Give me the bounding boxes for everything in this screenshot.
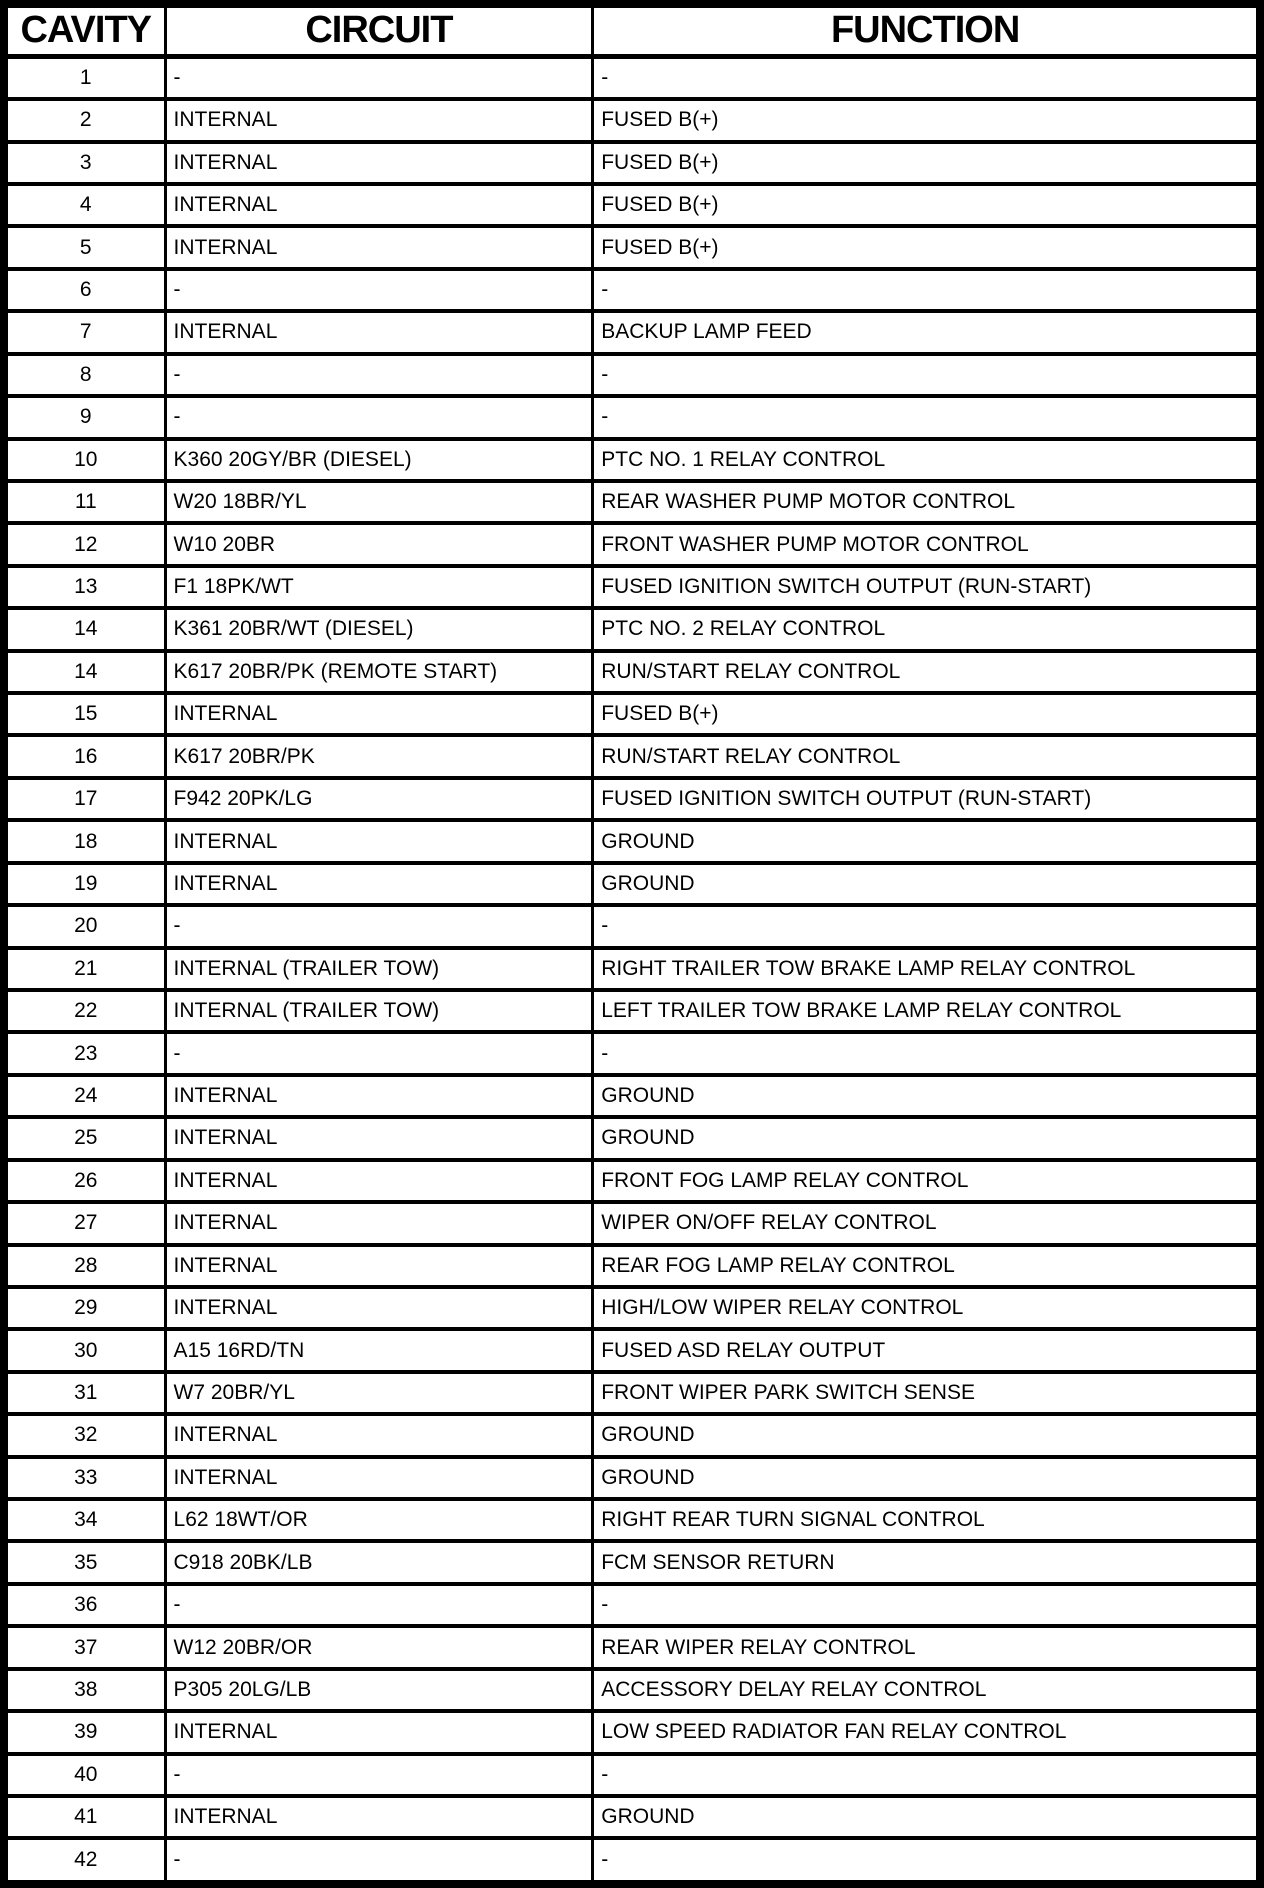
circuit-cell: INTERNAL (165, 693, 593, 735)
cavity-cell: 11 (4, 481, 165, 523)
circuit-cell: INTERNAL (165, 1457, 593, 1499)
cavity-cell: 39 (4, 1711, 165, 1753)
circuit-cell: INTERNAL (165, 142, 593, 184)
cavity-cell: 7 (4, 311, 165, 353)
table-row (4, 1796, 1260, 1838)
circuit-cell: INTERNAL (165, 311, 593, 353)
cavity-cell: 24 (4, 1075, 165, 1117)
circuit-cell: F942 20PK/LG (165, 778, 593, 820)
function-cell: FRONT FOG LAMP RELAY CONTROL (593, 1160, 1260, 1202)
table-row (4, 990, 1260, 1032)
circuit-cell: W10 20BR (165, 523, 593, 565)
function-cell: BACKUP LAMP FEED (593, 311, 1260, 353)
function-cell: - (593, 269, 1260, 311)
cavity-cell: 14 (4, 608, 165, 650)
circuit-cell: A15 16RD/TN (165, 1329, 593, 1371)
table-row (4, 1032, 1260, 1074)
table-row (4, 735, 1260, 777)
cavity-cell: 42 (4, 1838, 165, 1884)
circuit-cell: INTERNAL (165, 1287, 593, 1329)
table-row (4, 1202, 1260, 1244)
cavity-cell: 14 (4, 651, 165, 693)
function-cell: GROUND (593, 863, 1260, 905)
cavity-cell: 22 (4, 990, 165, 1032)
table-row (4, 354, 1260, 396)
cavity-cell: 35 (4, 1541, 165, 1583)
cavity-cell: 19 (4, 863, 165, 905)
circuit-cell: - (165, 396, 593, 438)
table-row (4, 948, 1260, 990)
table-row (4, 1457, 1260, 1499)
header-circuit: CIRCUIT (165, 4, 593, 56)
circuit-cell: K361 20BR/WT (DIESEL) (165, 608, 593, 650)
function-cell: WIPER ON/OFF RELAY CONTROL (593, 1202, 1260, 1244)
cavity-cell: 21 (4, 948, 165, 990)
cavity-cell: 33 (4, 1457, 165, 1499)
table-row (4, 1584, 1260, 1626)
table-row (4, 1541, 1260, 1583)
circuit-cell: F1 18PK/WT (165, 566, 593, 608)
table-row (4, 56, 1260, 99)
table-row (4, 439, 1260, 481)
cavity-cell: 10 (4, 439, 165, 481)
cavity-cell: 20 (4, 905, 165, 947)
function-cell: FRONT WIPER PARK SWITCH SENSE (593, 1372, 1260, 1414)
cavity-cell: 41 (4, 1796, 165, 1838)
circuit-cell: W20 18BR/YL (165, 481, 593, 523)
circuit-cell: INTERNAL (TRAILER TOW) (165, 948, 593, 990)
function-cell: - (593, 354, 1260, 396)
cavity-cell: 18 (4, 820, 165, 862)
table-row (4, 1372, 1260, 1414)
cavity-cell: 31 (4, 1372, 165, 1414)
cavity-cell: 12 (4, 523, 165, 565)
cavity-cell: 38 (4, 1669, 165, 1711)
circuit-cell: INTERNAL (165, 1075, 593, 1117)
table-row (4, 863, 1260, 905)
table-row (4, 1499, 1260, 1541)
cavity-cell: 37 (4, 1626, 165, 1668)
function-cell: LEFT TRAILER TOW BRAKE LAMP RELAY CONTROL (593, 990, 1260, 1032)
table-row (4, 226, 1260, 268)
cavity-cell: 5 (4, 226, 165, 268)
cavity-cell: 15 (4, 693, 165, 735)
table-row (4, 1754, 1260, 1796)
header-row (4, 4, 1260, 56)
cavity-cell: 28 (4, 1245, 165, 1287)
cavity-cell: 27 (4, 1202, 165, 1244)
function-cell: GROUND (593, 820, 1260, 862)
table-row (4, 142, 1260, 184)
circuit-cell: - (165, 269, 593, 311)
cavity-cell: 3 (4, 142, 165, 184)
function-cell: FCM SENSOR RETURN (593, 1541, 1260, 1583)
cavity-cell: 40 (4, 1754, 165, 1796)
function-cell: REAR WASHER PUMP MOTOR CONTROL (593, 481, 1260, 523)
circuit-cell: - (165, 1584, 593, 1626)
cavity-cell: 30 (4, 1329, 165, 1371)
circuit-cell: K360 20GY/BR (DIESEL) (165, 439, 593, 481)
circuit-cell: INTERNAL (165, 1711, 593, 1753)
circuit-cell: - (165, 354, 593, 396)
function-cell: - (593, 1754, 1260, 1796)
table-row (4, 396, 1260, 438)
circuit-cell: INTERNAL (165, 99, 593, 141)
function-cell: PTC NO. 1 RELAY CONTROL (593, 439, 1260, 481)
circuit-cell: INTERNAL (165, 1117, 593, 1159)
circuit-cell: - (165, 905, 593, 947)
table-row (4, 778, 1260, 820)
circuit-cell: INTERNAL (165, 1202, 593, 1244)
cavity-cell: 1 (4, 56, 165, 99)
circuit-cell: INTERNAL (165, 820, 593, 862)
table-row (4, 311, 1260, 353)
circuit-cell: INTERNAL (TRAILER TOW) (165, 990, 593, 1032)
function-cell: RIGHT REAR TURN SIGNAL CONTROL (593, 1499, 1260, 1541)
cavity-cell: 25 (4, 1117, 165, 1159)
function-cell: FRONT WASHER PUMP MOTOR CONTROL (593, 523, 1260, 565)
function-cell: REAR FOG LAMP RELAY CONTROL (593, 1245, 1260, 1287)
table-row (4, 523, 1260, 565)
function-cell: FUSED IGNITION SWITCH OUTPUT (RUN-START) (593, 778, 1260, 820)
cavity-cell: 6 (4, 269, 165, 311)
table-row (4, 1838, 1260, 1884)
function-cell: GROUND (593, 1117, 1260, 1159)
function-cell: RIGHT TRAILER TOW BRAKE LAMP RELAY CONTROL (593, 948, 1260, 990)
circuit-cell: INTERNAL (165, 1245, 593, 1287)
function-cell: - (593, 1838, 1260, 1884)
function-cell: GROUND (593, 1414, 1260, 1456)
circuit-cell: K617 20BR/PK (165, 735, 593, 777)
cavity-cell: 8 (4, 354, 165, 396)
table-row (4, 99, 1260, 141)
circuit-cell: K617 20BR/PK (REMOTE START) (165, 651, 593, 693)
cavity-cell: 36 (4, 1584, 165, 1626)
circuit-cell: INTERNAL (165, 1414, 593, 1456)
cavity-cell: 34 (4, 1499, 165, 1541)
cavity-cell: 26 (4, 1160, 165, 1202)
circuit-cell: P305 20LG/LB (165, 1669, 593, 1711)
function-cell: FUSED ASD RELAY OUTPUT (593, 1329, 1260, 1371)
function-cell: REAR WIPER RELAY CONTROL (593, 1626, 1260, 1668)
function-cell: FUSED B(+) (593, 226, 1260, 268)
function-cell: GROUND (593, 1075, 1260, 1117)
function-cell: FUSED B(+) (593, 99, 1260, 141)
function-cell: RUN/START RELAY CONTROL (593, 735, 1260, 777)
circuit-cell: INTERNAL (165, 1796, 593, 1838)
table-row (4, 1117, 1260, 1159)
function-cell: GROUND (593, 1796, 1260, 1838)
table-row (4, 1711, 1260, 1753)
circuit-cell: C918 20BK/LB (165, 1541, 593, 1583)
cavity-cell: 32 (4, 1414, 165, 1456)
circuit-cell: - (165, 1838, 593, 1884)
table-row (4, 481, 1260, 523)
function-cell: - (593, 1032, 1260, 1074)
table-row (4, 1245, 1260, 1287)
circuit-cell: - (165, 1754, 593, 1796)
table-row (4, 651, 1260, 693)
table-row (4, 608, 1260, 650)
table-row (4, 693, 1260, 735)
circuit-cell: W7 20BR/YL (165, 1372, 593, 1414)
function-cell: - (593, 396, 1260, 438)
function-cell: FUSED IGNITION SWITCH OUTPUT (RUN-START) (593, 566, 1260, 608)
table-body (4, 56, 1260, 1884)
function-cell: HIGH/LOW WIPER RELAY CONTROL (593, 1287, 1260, 1329)
header-cavity: CAVITY (4, 4, 165, 56)
circuit-cell: INTERNAL (165, 863, 593, 905)
cavity-cell: 13 (4, 566, 165, 608)
function-cell: RUN/START RELAY CONTROL (593, 651, 1260, 693)
cavity-cell: 17 (4, 778, 165, 820)
cavity-cell: 2 (4, 99, 165, 141)
table-row (4, 820, 1260, 862)
circuit-cell: - (165, 1032, 593, 1074)
cavity-cell: 9 (4, 396, 165, 438)
table-row (4, 184, 1260, 226)
function-cell: FUSED B(+) (593, 184, 1260, 226)
cavity-cell: 23 (4, 1032, 165, 1074)
table-row (4, 1414, 1260, 1456)
function-cell: - (593, 1584, 1260, 1626)
circuit-cell: L62 18WT/OR (165, 1499, 593, 1541)
function-cell: - (593, 905, 1260, 947)
circuit-cell: INTERNAL (165, 226, 593, 268)
function-cell: ACCESSORY DELAY RELAY CONTROL (593, 1669, 1260, 1711)
function-cell: FUSED B(+) (593, 142, 1260, 184)
table-header (4, 4, 1260, 56)
table-row (4, 1669, 1260, 1711)
circuit-cell: INTERNAL (165, 1160, 593, 1202)
table-row (4, 566, 1260, 608)
table-row (4, 1075, 1260, 1117)
table-row (4, 1287, 1260, 1329)
function-cell: PTC NO. 2 RELAY CONTROL (593, 608, 1260, 650)
function-cell: FUSED B(+) (593, 693, 1260, 735)
table-row (4, 1626, 1260, 1668)
table-row (4, 1329, 1260, 1371)
function-cell: GROUND (593, 1457, 1260, 1499)
circuit-cell: INTERNAL (165, 184, 593, 226)
function-cell: LOW SPEED RADIATOR FAN RELAY CONTROL (593, 1711, 1260, 1753)
cavity-cell: 4 (4, 184, 165, 226)
cavity-cell: 29 (4, 1287, 165, 1329)
table-row (4, 1160, 1260, 1202)
function-cell: - (593, 56, 1260, 99)
cavity-cell: 16 (4, 735, 165, 777)
header-function: FUNCTION (593, 4, 1260, 56)
table-row (4, 269, 1260, 311)
table-row (4, 905, 1260, 947)
circuit-cell: - (165, 56, 593, 99)
circuit-cell: W12 20BR/OR (165, 1626, 593, 1668)
